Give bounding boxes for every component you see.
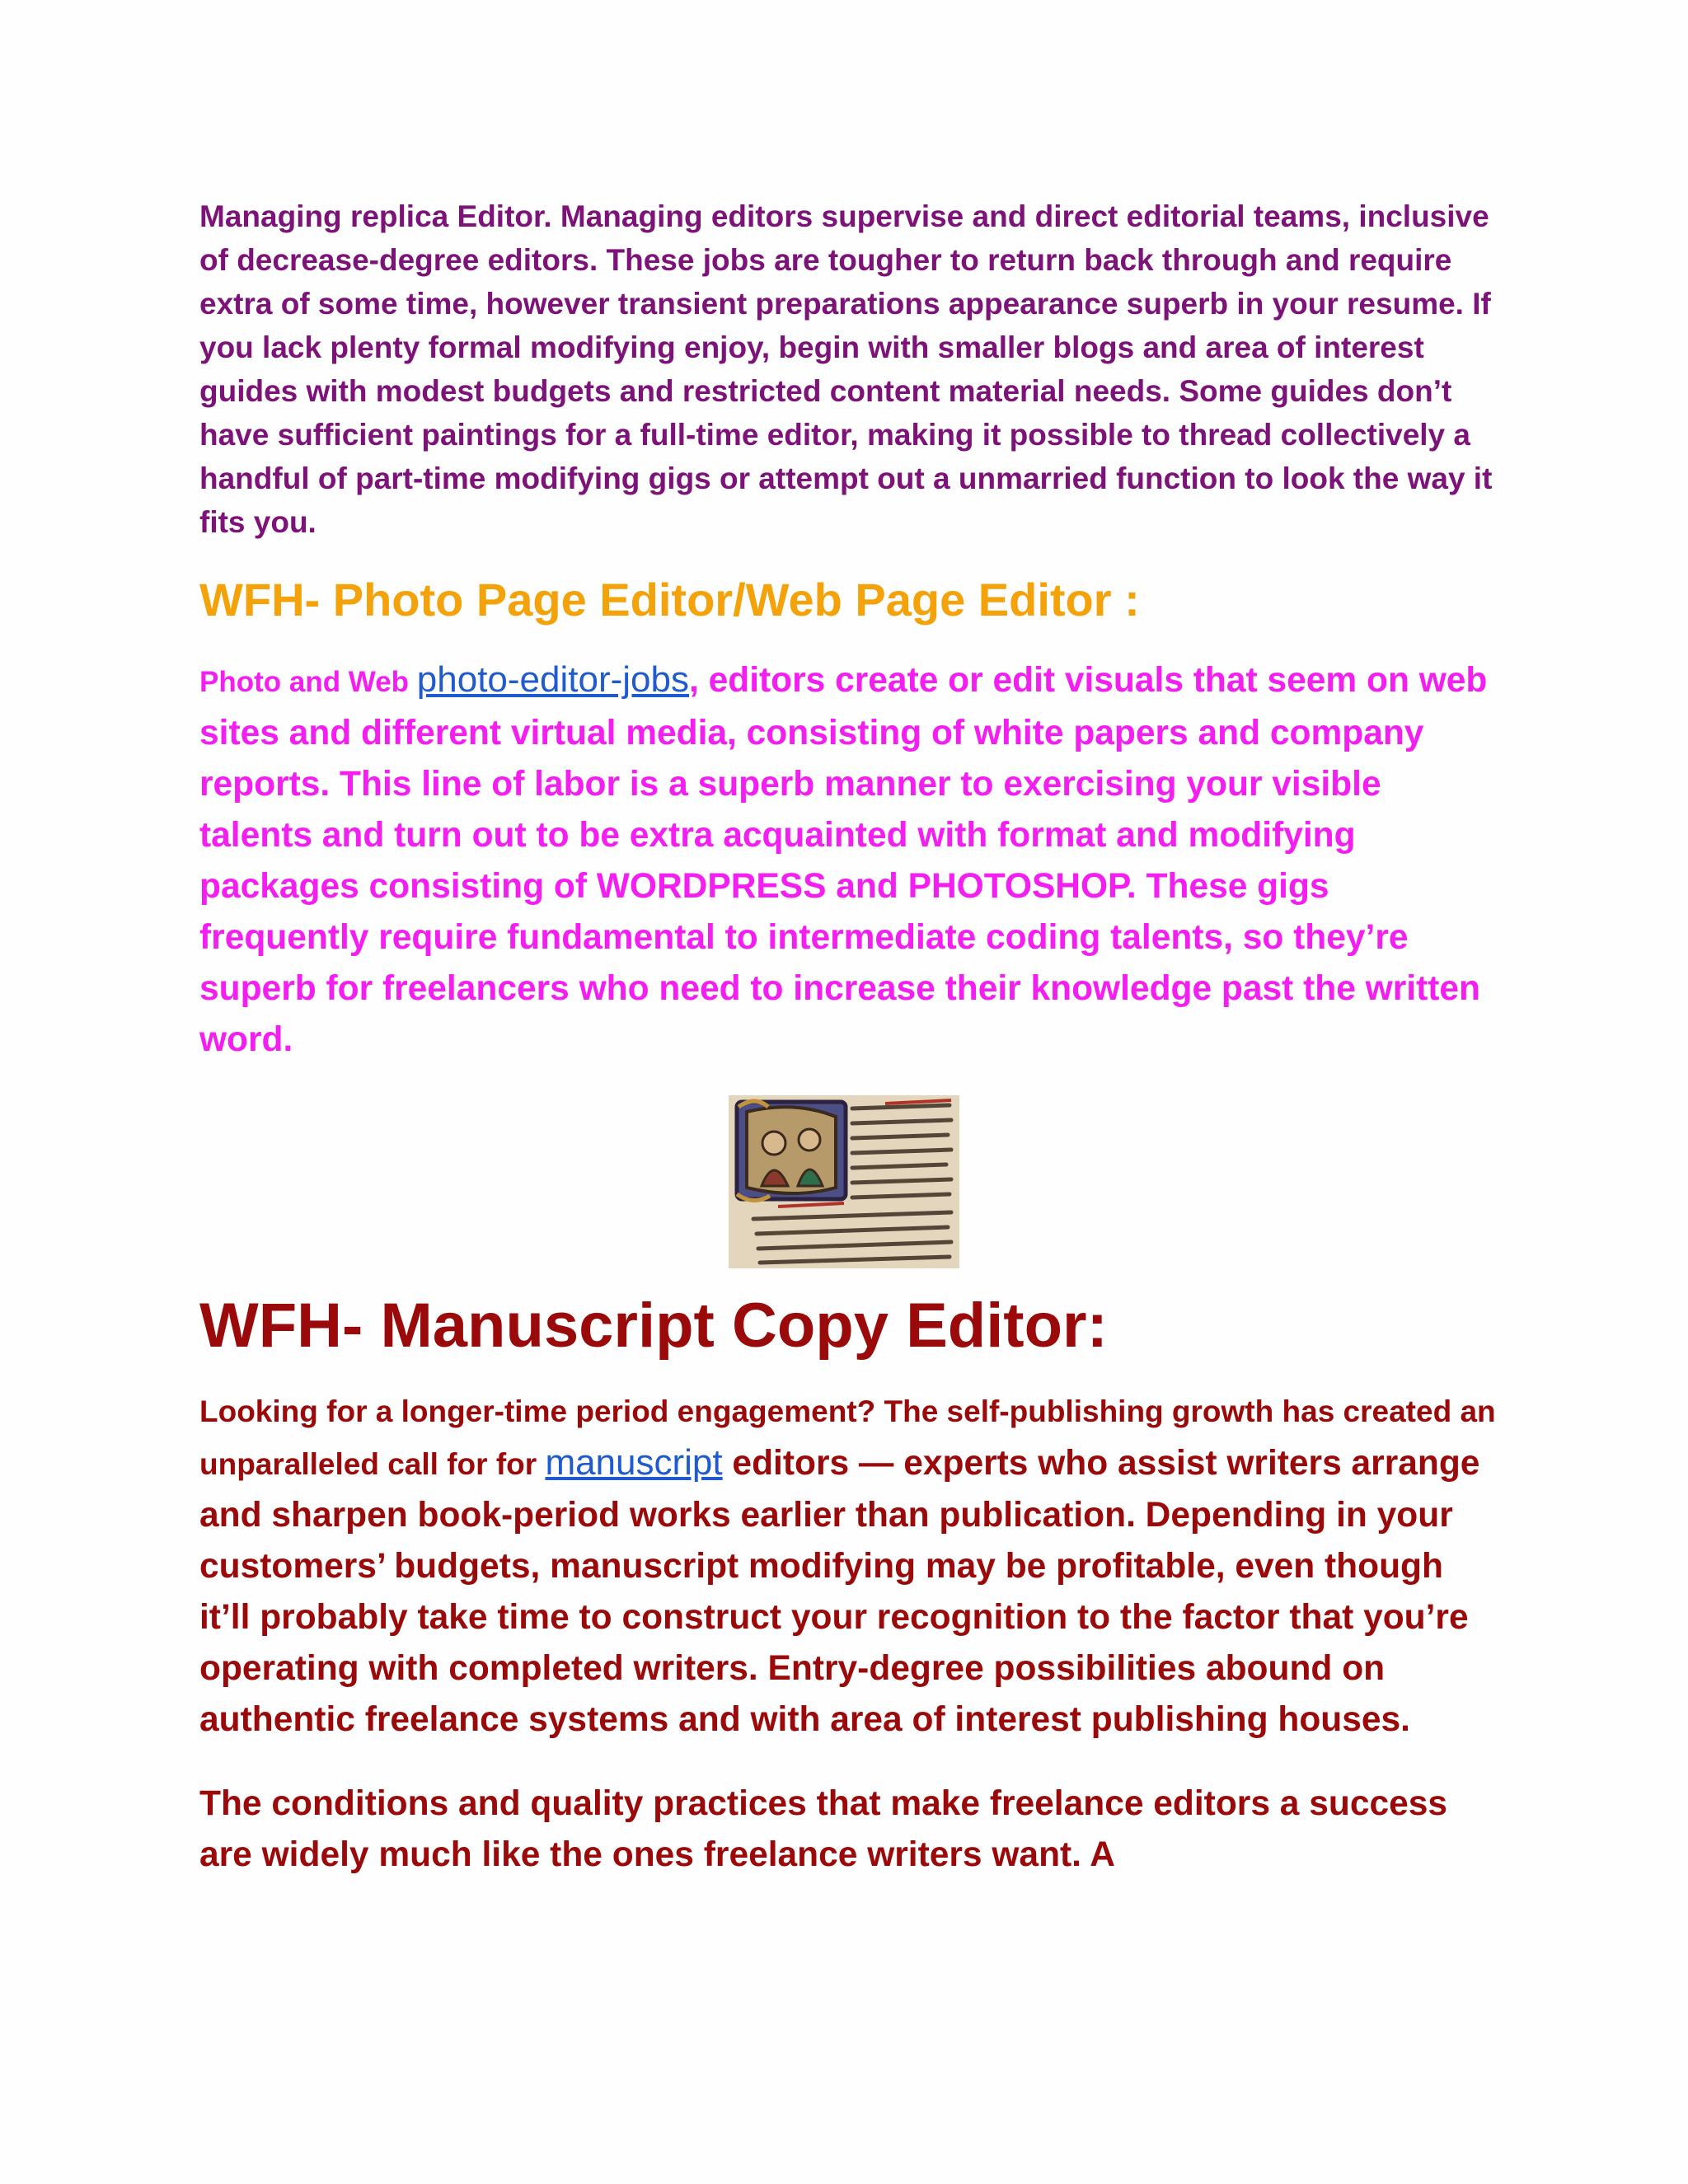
manuscript-link[interactable]: manuscript (545, 1442, 723, 1483)
manuscript-lead-text: Looking for a longer-time period engagement? The self-publishing growth has created an unparalleled call for for (199, 1394, 1496, 1481)
illuminated-manuscript-image (729, 1095, 959, 1268)
manuscript-editor-paragraph (199, 1385, 1502, 1746)
closing-paragraph: The conditions and quality practices that make freelance editors a success are widely much like the ones freelance writers want. A (199, 1784, 1448, 1874)
document-content (199, 194, 1502, 1881)
photo-editor-jobs-link[interactable]: photo-editor-jobs (416, 659, 689, 700)
figure-container (199, 1095, 1502, 1268)
photo-editor-heading: WFH- Photo Page Editor/Web Page Editor : (199, 574, 1140, 626)
photo-editor-lead-text: Photo and Web (199, 666, 417, 698)
photo-editor-paragraph (199, 654, 1502, 1066)
manuscript-body-text: editors — experts who assist writers arrange and sharpen book-period works earlier than publication. Depending in your customers’ budgets, manuscript modifying may be profitable, even though it’ll probably take time to construct your recognition to the factor that you’re operating with completed writers. Entry-degree possibilities abound on authentic freelance systems and with area of interest publishing houses. (199, 1444, 1480, 1739)
intro-paragraph: Managing replica Editor. Managing editors supervise and direct editorial teams, inclusive of decrease-degree editors. These jobs are tougher to return back through and require extra of some time, however transient preparations appearance superb in your resume. If you lack plenty formal modifying enjoy, begin with smaller blogs and area of interest guides with modest budgets and restricted content material needs. Some guides don’t have sufficient paintings for a full-time editor, making it possible to thread collectively a handful of part-time modifying gigs or attempt out a unmarried function to look the way it fits you. (199, 199, 1493, 539)
photo-editor-body-text: , editors create or edit visuals that seem on web sites and different virtual media, consisting of white papers and company reports. This line of labor is a superb manner to exercising your visible talents and turn out to be extra acquainted with format and modifying packages consisting of WORDPRESS and PHOTOSHOP. These gigs frequently require fundamental to intermediate coding talents, so they’re superb for freelancers who need to increase their knowledge past the written word. (199, 661, 1488, 1059)
manuscript-editor-heading: WFH- Manuscript Copy Editor: (199, 1291, 1108, 1361)
